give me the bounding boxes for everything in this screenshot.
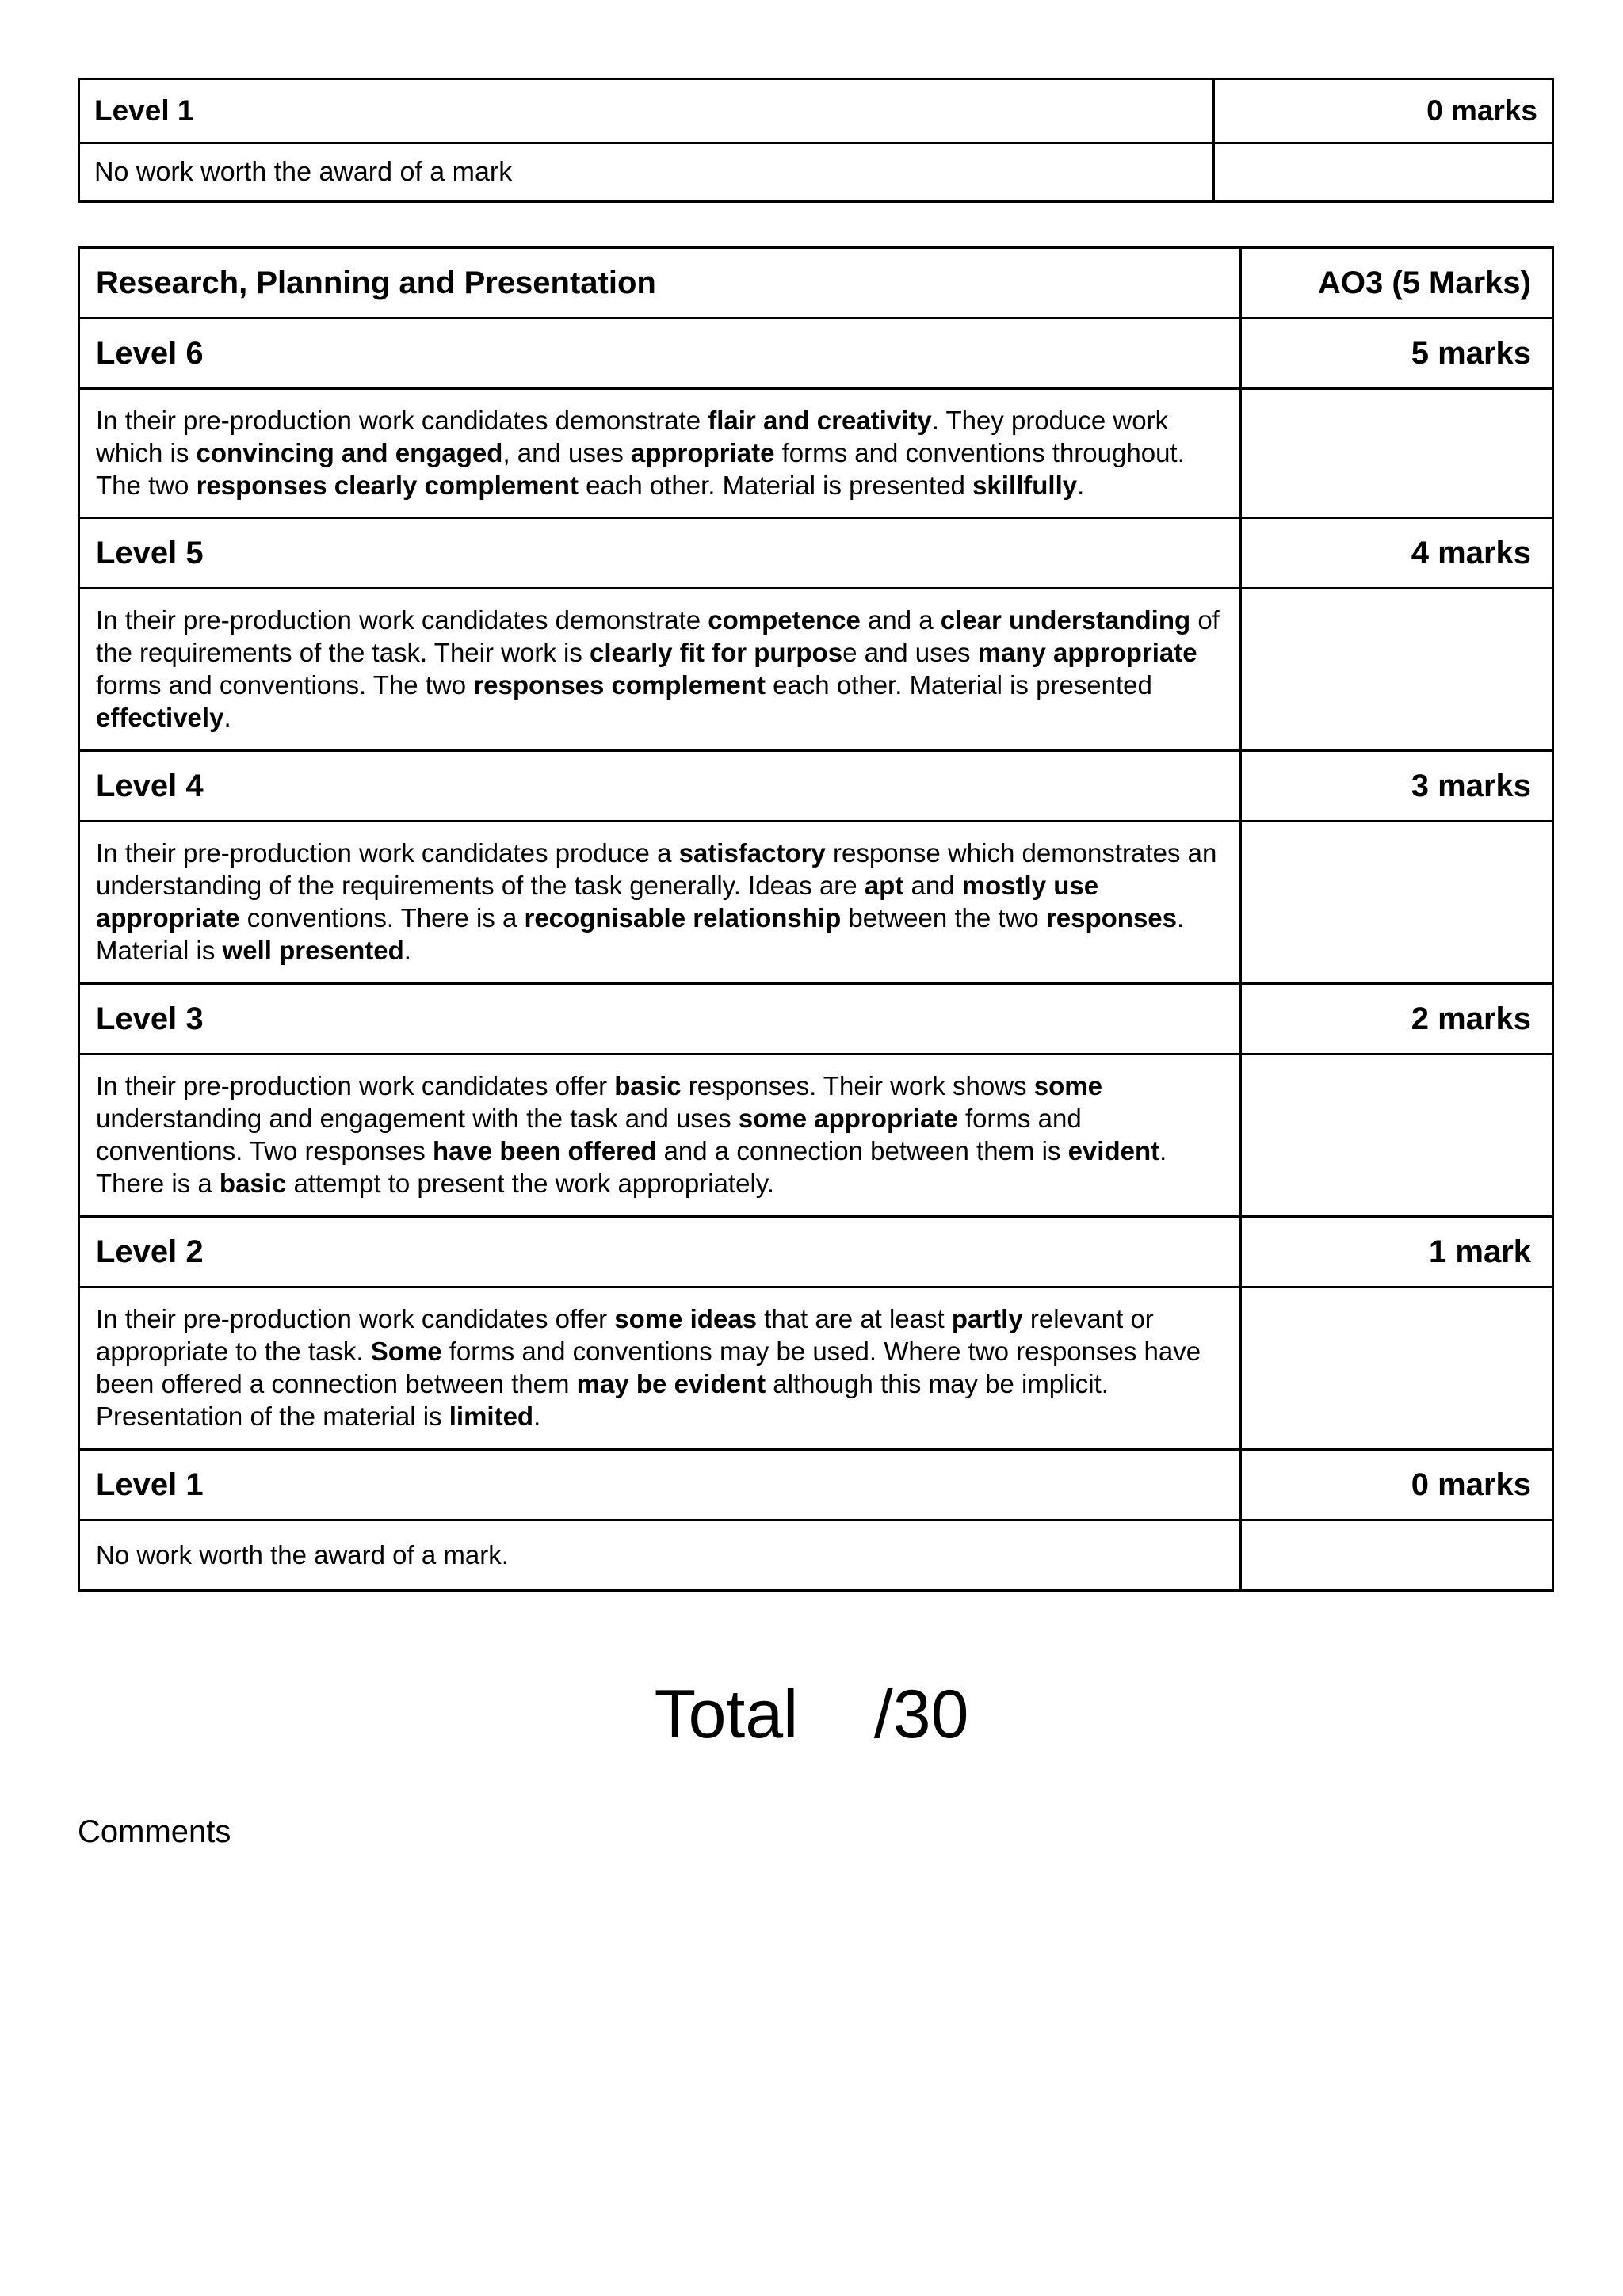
description-text: In their pre-production work candidates offer — [96, 1071, 615, 1100]
emphasis-text: appropriate — [630, 437, 775, 467]
emphasis-text: responses clearly complement — [196, 470, 579, 500]
emphasis-text: mostly use appropriate — [96, 871, 1099, 933]
description-text: No work worth the award of a mark. — [96, 1539, 509, 1569]
description-text: In their pre-production work candidates demonstrate — [96, 605, 708, 635]
mark-entry-cell — [1241, 822, 1553, 984]
mark-entry-cell — [1241, 1055, 1553, 1217]
level-description: No work worth the award of a mark — [79, 143, 1214, 202]
level-description-row — [79, 1520, 1553, 1591]
description-text: between the two — [841, 903, 1046, 933]
research-planning-table — [78, 246, 1554, 1592]
total-label: Total — [654, 1676, 799, 1753]
mark-entry-cell — [1241, 1520, 1553, 1591]
description-text: understanding and engagement with the task and uses — [96, 1104, 739, 1133]
marks-label: 0 marks — [1214, 79, 1553, 143]
description-text: forms and conventions may be used. Where two responses have been offered a connection between them — [96, 1337, 1201, 1398]
emphasis-text: responses — [1045, 903, 1178, 933]
level-description-row — [79, 1287, 1553, 1450]
top-level-table — [78, 78, 1554, 203]
level-description — [79, 822, 1241, 984]
section-header-row — [79, 248, 1553, 318]
mark-entry-cell — [1241, 1287, 1553, 1450]
emphasis-text: have been offered — [432, 1136, 657, 1165]
level-description — [79, 389, 1241, 518]
description-text: although this may be implicit. Presentation of the material is — [96, 1369, 1109, 1431]
emphasis-text: partly — [951, 1304, 1023, 1333]
marks-label: 2 marks — [1241, 984, 1553, 1055]
marks-label: 3 marks — [1241, 751, 1553, 822]
level-header-row — [79, 751, 1553, 822]
emphasis-text: Some — [370, 1337, 442, 1366]
level-header-row — [79, 318, 1553, 389]
emphasis-text: some — [1033, 1071, 1102, 1100]
description-text: forms and conventions throughout. The two — [96, 437, 1185, 500]
description-text: e and uses — [842, 638, 978, 667]
mark-entry-cell — [1214, 143, 1553, 202]
level-description-row — [79, 1055, 1553, 1217]
description-text: attempt to present the work appropriately. — [286, 1169, 775, 1198]
description-text: that are at least — [757, 1304, 952, 1333]
section-marks: AO3 (5 Marks) — [1241, 248, 1553, 318]
emphasis-text: effectively — [96, 703, 224, 732]
level-description — [79, 1520, 1241, 1591]
emphasis-text: some appropriate — [738, 1104, 958, 1133]
level-label: Level 6 — [79, 318, 1241, 389]
emphasis-text: may be evident — [576, 1369, 766, 1398]
emphasis-text: limited — [449, 1402, 534, 1431]
description-text: and a — [860, 605, 941, 635]
level-description — [79, 589, 1241, 751]
level-label: Level 1 — [79, 1450, 1241, 1520]
total-out-of: /30 — [873, 1676, 969, 1753]
description-text: . — [1077, 470, 1085, 500]
emphasis-text: evident — [1067, 1136, 1160, 1165]
description-text: and — [903, 871, 962, 900]
description-text: In their pre-production work candidates demonstrate — [96, 405, 708, 435]
level-description-row — [79, 143, 1553, 202]
description-text: responses. Their work shows — [681, 1071, 1034, 1100]
description-text: conventions. There is a — [239, 903, 525, 933]
levels-body — [79, 318, 1553, 1591]
emphasis-text: basic — [614, 1071, 682, 1100]
level-description-row — [79, 822, 1553, 984]
level-label: Level 4 — [79, 751, 1241, 822]
level-header-row — [79, 1450, 1553, 1520]
mark-entry-cell — [1241, 589, 1553, 751]
description-text: and a connection between them is — [656, 1136, 1068, 1165]
description-text: . They produce work which is — [96, 405, 1169, 467]
emphasis-text: many appropriate — [977, 638, 1197, 667]
emphasis-text: apt — [864, 871, 904, 900]
marks-label: 5 marks — [1241, 318, 1553, 389]
level-description-row — [79, 589, 1553, 751]
level-header-row — [79, 1217, 1553, 1287]
description-text: In their pre-production work candidates offer — [96, 1304, 615, 1333]
marks-label: 4 marks — [1241, 518, 1553, 589]
emphasis-text: skillfully — [972, 470, 1078, 500]
level-label: Level 1 — [79, 79, 1214, 143]
level-header-row — [79, 984, 1553, 1055]
description-text: relevant or appropriate to the task. — [96, 1304, 1154, 1366]
total-score — [0, 1676, 1623, 1754]
section-title: Research, Planning and Presentation — [79, 248, 1241, 318]
description-text: In their pre-production work candidates produce a — [96, 838, 679, 868]
emphasis-text: recognisable relationship — [524, 903, 842, 933]
emphasis-text: well presented — [222, 936, 404, 965]
level-label: Level 2 — [79, 1217, 1241, 1287]
description-text: . — [533, 1402, 541, 1431]
emphasis-text: satisfactory — [678, 838, 826, 868]
level-label: Level 5 — [79, 518, 1241, 589]
level-description — [79, 1055, 1241, 1217]
emphasis-text: basic — [219, 1169, 287, 1198]
mark-entry-cell — [1241, 389, 1553, 518]
emphasis-text: clearly fit for purpos — [590, 638, 843, 667]
emphasis-text: convincing and engaged — [196, 437, 503, 467]
emphasis-text: clear understanding — [940, 605, 1191, 635]
description-text: each other. Material is presented — [765, 670, 1152, 700]
description-text: . — [403, 936, 411, 965]
emphasis-text: competence — [708, 605, 861, 635]
marks-label: 1 mark — [1241, 1217, 1553, 1287]
description-text: . — [223, 703, 231, 732]
description-text: forms and conventions. The two — [96, 670, 474, 700]
description-text: each other. Material is presented — [578, 470, 973, 500]
description-text: of the requirements of the task. Their work is — [96, 605, 1220, 667]
emphasis-text: responses complement — [473, 670, 766, 700]
emphasis-text: some ideas — [614, 1304, 758, 1333]
level-label: Level 3 — [79, 984, 1241, 1055]
level-header-row — [79, 518, 1553, 589]
description-text: , and uses — [502, 437, 631, 467]
description-text: response which demonstrates an understanding of the requirements of the task generally. Ideas are — [96, 838, 1217, 900]
level-description-row — [79, 389, 1553, 518]
marks-label: 0 marks — [1241, 1450, 1553, 1520]
description-text: . There is a — [96, 1136, 1167, 1198]
description-text: forms and conventions. Two responses — [96, 1104, 1082, 1165]
level-header-row — [79, 79, 1553, 143]
level-description — [79, 1287, 1241, 1450]
description-text: . Material is — [96, 903, 1185, 965]
emphasis-text: flair and creativity — [708, 405, 932, 435]
comments-label: Comments — [78, 1814, 231, 1849]
